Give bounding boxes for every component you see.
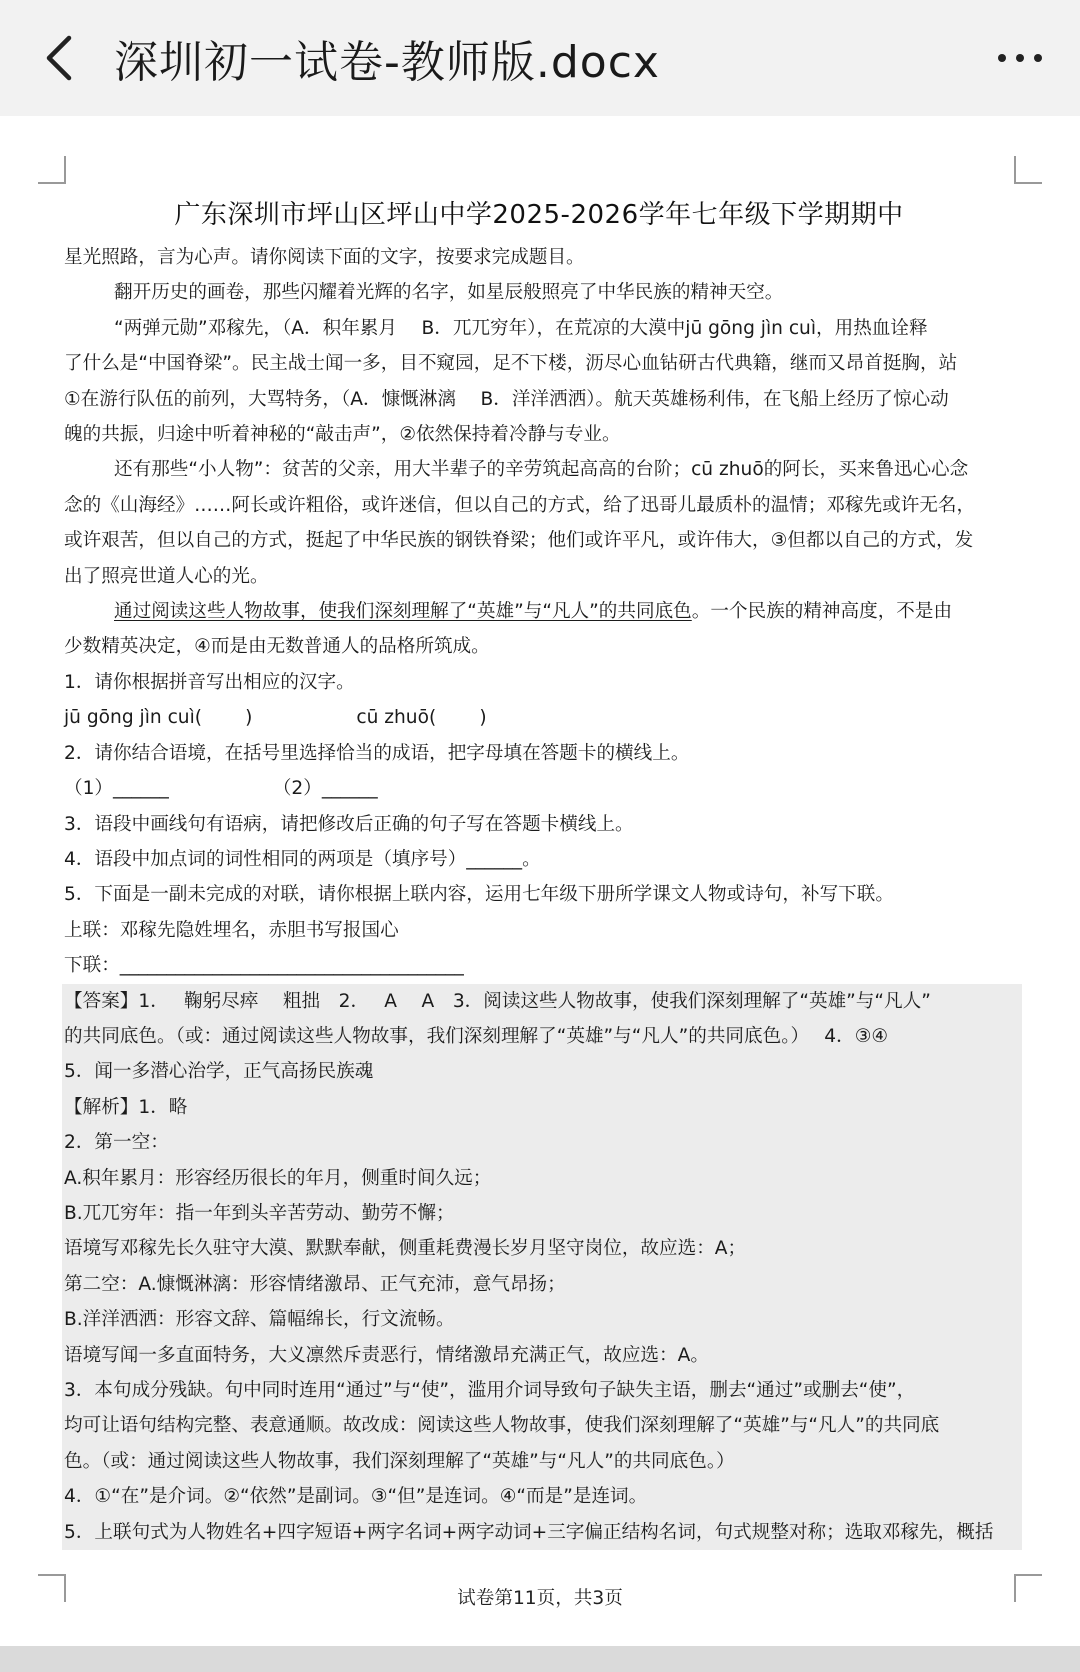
explanation-line: 语境写闻一多直面特务，大义凛然斥责恶行，情绪激昂充满正气，故应选：A。 (64, 1344, 709, 1366)
explanation-line: A.积年累月：形容经历很长的年月，侧重时间久远； (64, 1167, 492, 1189)
answer-blank: （2）______ (272, 778, 378, 800)
underlined-sentence: 通过阅读这些人物故事，使我们深刻理解了“英雄”与“凡人”的共同底色 (114, 601, 692, 623)
couplet-lower: 下联：_____________________________________ (64, 955, 464, 977)
paragraph: 翻开历史的画卷，那些闪耀着光辉的名字，如星辰般照亮了中华民族的精神天空。 (114, 282, 784, 304)
question-2-options (64, 771, 1014, 806)
paragraph-line: 了什么是“中国脊梁”。民主战士闻一多，目不窥园，足不下楼，沥尽心血钻研古代典籍，继而又昂首挺胸，站 (64, 353, 958, 375)
paragraph-text: 。一个民族的精神高度，不是由 (691, 601, 953, 623)
explanation-line: 4．①“在”是介词。②“依然”是副词。③“但”是连词。④“而是”是连词。 (64, 1486, 648, 1508)
explanation-line: B.洋洋洒洒：形容文辞、篇幅绵长，行文流畅。 (64, 1309, 455, 1331)
question-4: 4．语段中加点词的词性相同的两项是（填序号）______。 (64, 848, 541, 870)
more-options-button[interactable] (990, 28, 1050, 88)
answer-blank: （1）______ (64, 778, 169, 800)
explanation-line: 语境写邓稼先长久驻守大漠、默默奉献，侧重耗费漫长岁月坚守岗位，故应选：A； (64, 1238, 747, 1260)
question-1: 1．请你根据拼音写出相应的汉字。 (64, 671, 355, 693)
answer-line: 5．闻一多潜心治学，正气高扬民族魂 (64, 1061, 374, 1083)
document-content (64, 192, 1014, 1550)
explanation-line: 【解析】1．略 (64, 1096, 188, 1118)
paragraph-line: 念的《山海经》……阿长或许粗俗，或许迷信，但以自己的方式，给了迅哥儿最质朴的温情；邓稼先或许无名， (64, 494, 976, 516)
paragraph-line: 魄的共振，归途中听着神秘的“敲击声”，②依然保持着冷静与专业。 (64, 424, 621, 446)
question-1-options (64, 700, 1014, 735)
explanation-line: 色。（或：通过阅读这些人物故事，我们深刻理解了“英雄”与“凡人”的共同底色。） (64, 1450, 735, 1472)
intro-text: 星光照路，言为心声。请你阅读下面的文字，按要求完成题目。 (64, 247, 585, 268)
paragraph: “两弹元勋”邓稼先，（A．积年累月 B．兀兀穷年），在荒凉的大漠中jū gōng jìn cuì，用热血诠释 (114, 317, 928, 339)
answer-section (62, 984, 1022, 1551)
explanation-line: 均可让语句结构完整、表意通顺。故改成：阅读这些人物故事，使我们深刻理解了“英雄”与“凡人”的共同底 (64, 1415, 940, 1437)
question-3: 3．语段中画线句有语病，请把修改后正确的句子写在答题卡横线上。 (64, 813, 634, 835)
page-corner-mark (38, 156, 66, 184)
couplet-upper: 上联：邓稼先隐姓埋名，赤胆书写报国心 (64, 919, 399, 941)
scroll-area-bottom (0, 1646, 1080, 1672)
chevron-left-icon (41, 34, 75, 82)
explanation-line: 2．第一空： (64, 1132, 169, 1154)
page-footer: 试卷第11页，共3页 (457, 1588, 623, 1609)
paragraph-line: ①在游行队伍的前列，大骂特务，（A．慷慨淋漓 B．洋洋洒洒）。航天英雄杨利伟，在飞船上经历了惊心动 (64, 388, 949, 410)
document-page[interactable] (0, 116, 1080, 1646)
question-2: 2．请你结合语境，在括号里选择恰当的成语，把字母填在答题卡的横线上。 (64, 742, 690, 764)
app-header (0, 0, 1080, 116)
explanation-line: B.兀兀穷年：指一年到头辛苦劳动、勤劳不懈； (64, 1202, 455, 1224)
exam-title: 广东深圳市坪山区坪山中学2025-2026学年七年级下学期期中 (174, 200, 904, 230)
answer-line: 的共同底色。（或：通过阅读这些人物故事，我们深刻理解了“英雄”与“凡人”的共同底色。） 4．③④ (64, 1025, 889, 1047)
paragraph-line: 或许艰苦，但以自己的方式，挺起了中华民族的钢铁脊梁；他们或许平凡，或许伟大，③但都以自己的方式，发 (64, 530, 974, 552)
paragraph (64, 594, 1014, 629)
page-corner-mark (1014, 156, 1042, 184)
more-dots-icon (998, 54, 1006, 62)
back-button[interactable] (28, 28, 88, 88)
paragraph-line: 出了照亮世道人心的光。 (64, 565, 269, 587)
explanation-line: 第二空：A.慷慨淋漓：形容情绪激昂、正气充沛，意气昂扬； (64, 1273, 566, 1295)
paragraph-line: 少数精英决定，④而是由无数普通人的品格所筑成。 (64, 636, 490, 658)
explanation-line: 3．本句成分残缺。句中同时连用“通过”与“使”，滥用介词导致句子缺失主语，删去“通过”或删去“使”， (64, 1380, 916, 1401)
pinyin-blank: cū zhuō( ) (356, 707, 487, 729)
explanation-line: 5．上联句式为人物姓名+四字短语+两字名词+两字动词+三字偏正结构名词，句式规整对称；选取邓稼先，概括 (64, 1521, 994, 1543)
paragraph: 还有那些“小人物”：贫苦的父亲，用大半辈子的辛劳筑起高高的台阶；cū zhuō的阿长，买来鲁迅心心念 (114, 459, 969, 481)
question-5: 5．下面是一副未完成的对联，请你根据上联内容，运用七年级下册所学课文人物或诗句，补写下联。 (64, 884, 894, 906)
pinyin-blank: jū gōng jìn cuì( ) (64, 707, 253, 729)
answer-line: 【答案】1． 鞠躬尽瘁 粗拙 2． A A 3．阅读这些人物故事，使我们深刻理解了“英雄”与“凡人” (64, 990, 931, 1012)
document-title: 深圳初一试卷-教师版.docx (114, 37, 660, 88)
